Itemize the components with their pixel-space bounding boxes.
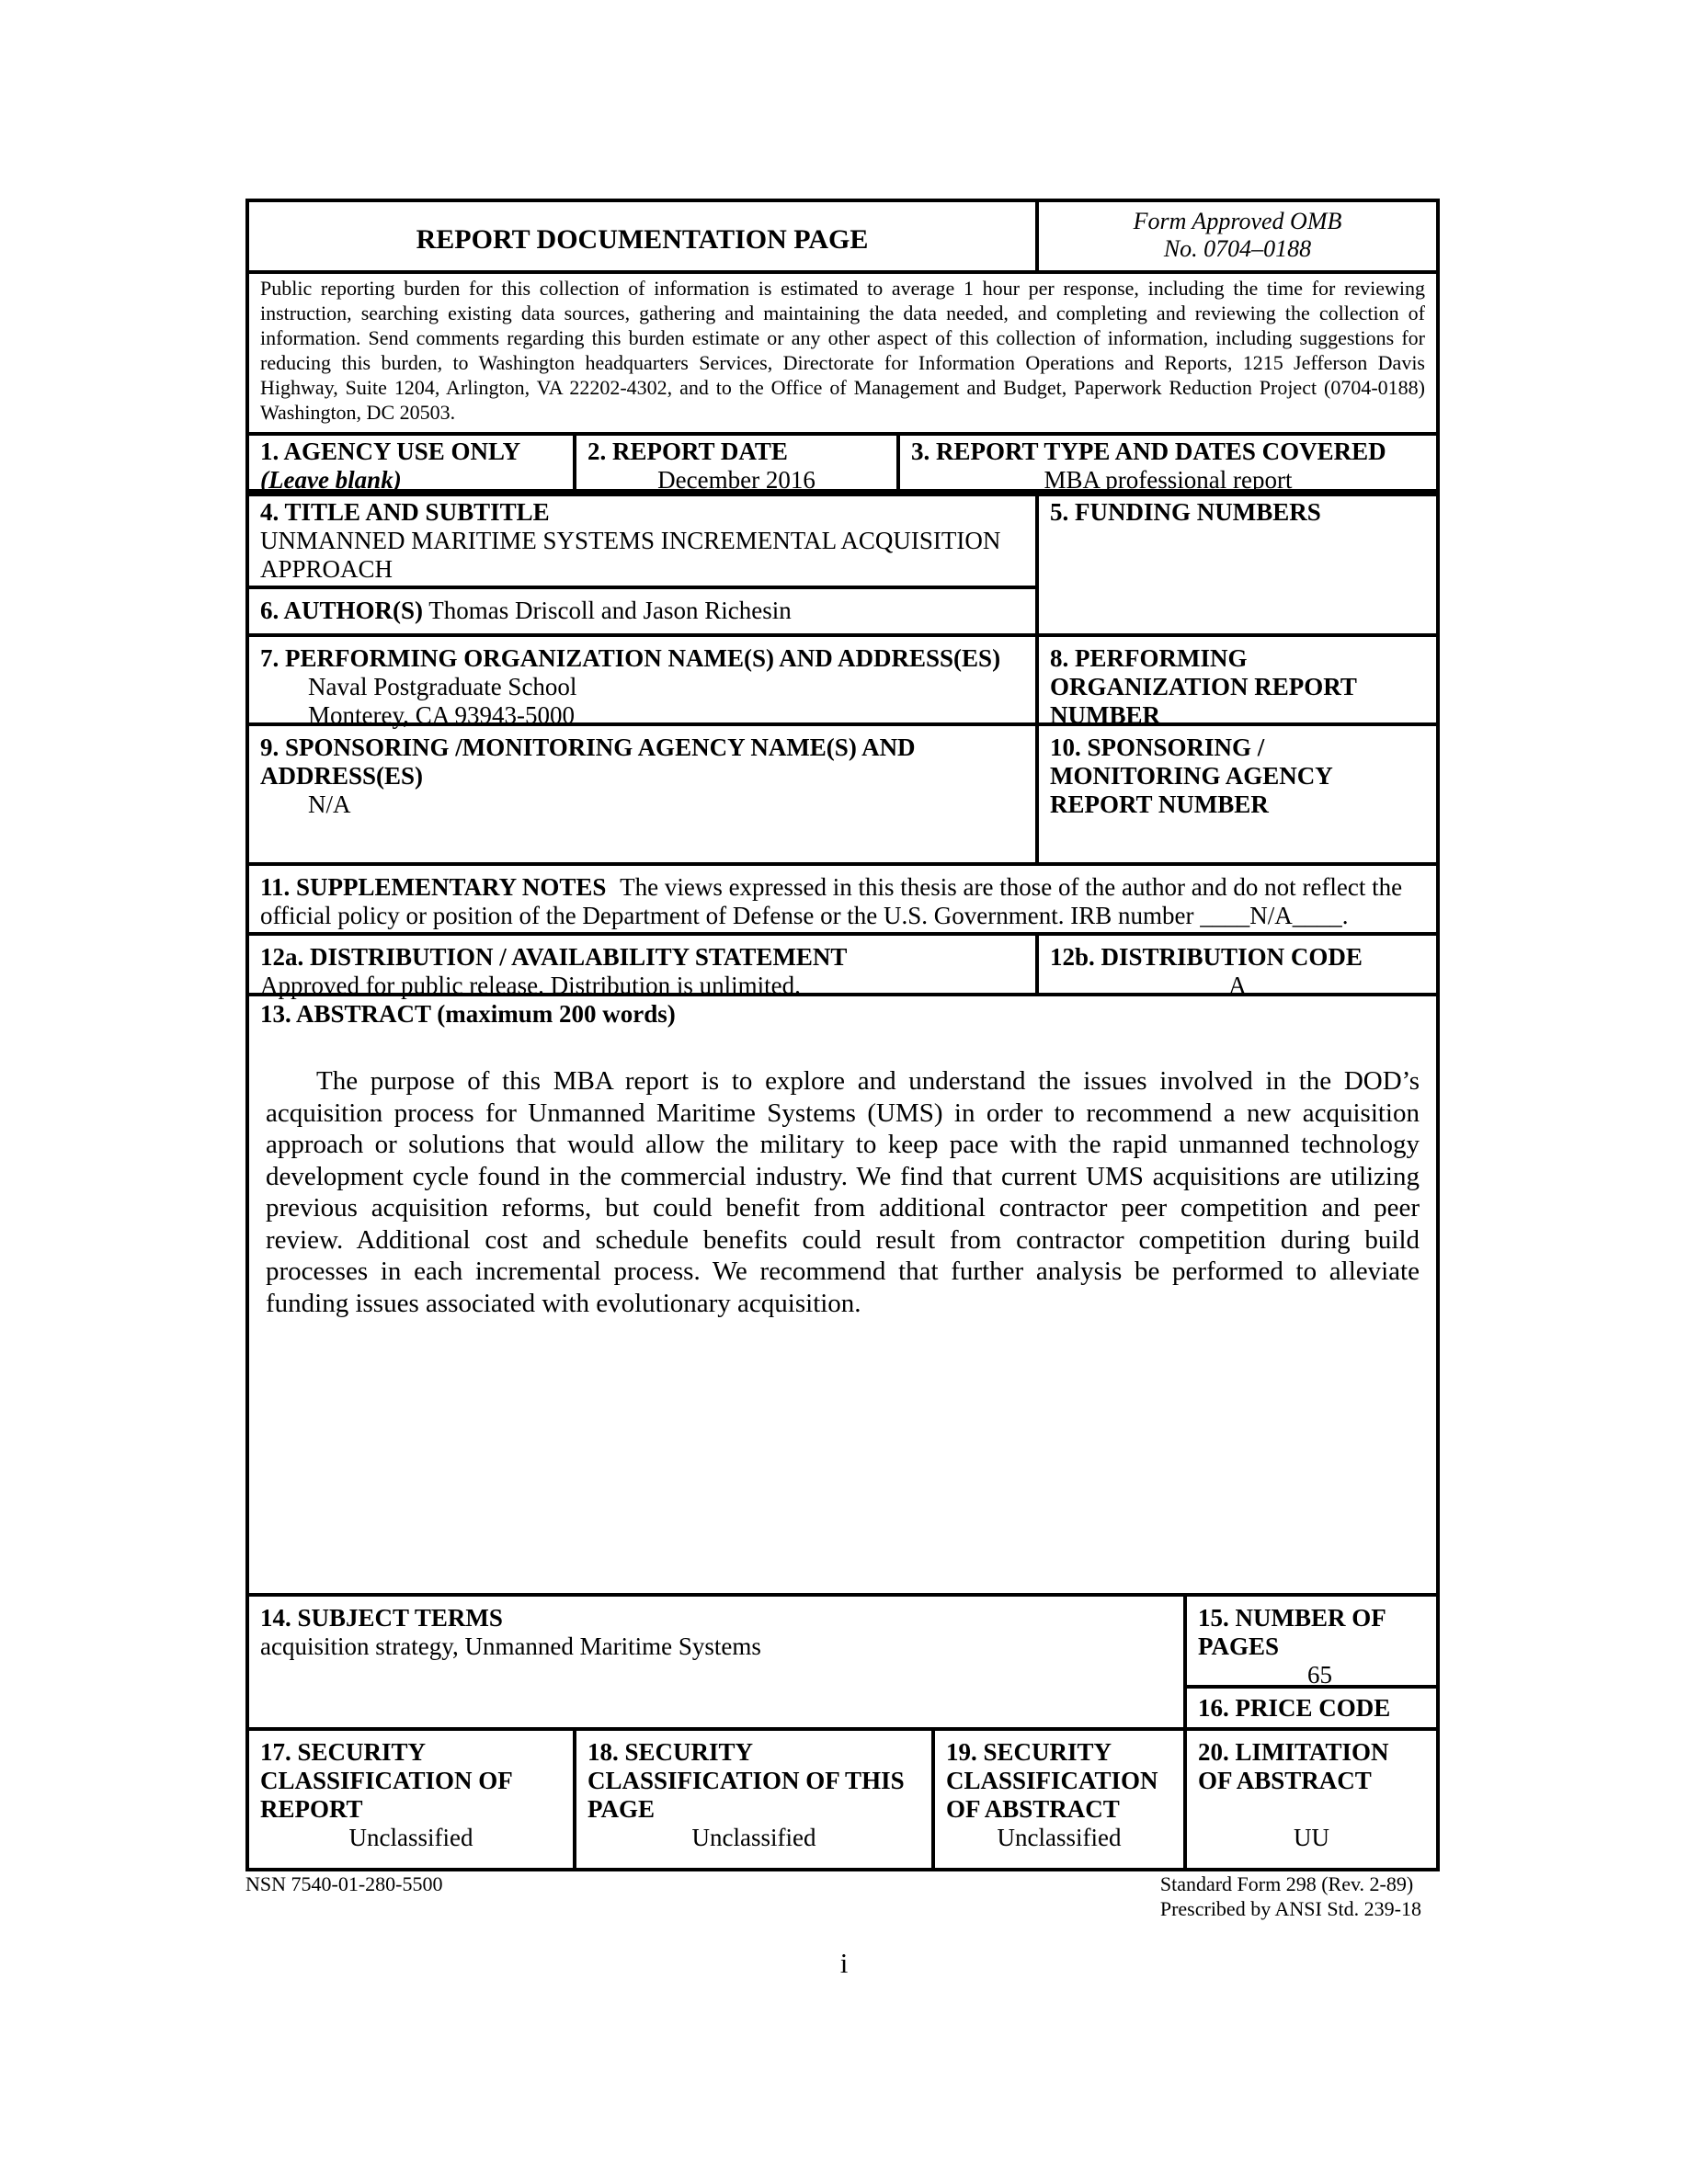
sponsoring-report-label-2: MONITORING AGENCY — [1050, 762, 1333, 790]
number-of-pages-label-1: 15. NUMBER OF — [1198, 1604, 1386, 1632]
supplementary-notes-value: The views expressed in this thesis are those of the author and do not reflect the official policy or position of the Department of Defense or the U.S. Government. IRB number ____N/A____. — [260, 873, 1403, 929]
report-type-cell — [896, 432, 1440, 493]
distribution-statement-cell — [245, 932, 1039, 999]
funding-numbers-label: 5. FUNDING NUMBERS — [1050, 498, 1321, 526]
form-approved-cell — [1035, 199, 1440, 274]
limitation-label-1: 20. LIMITATION — [1198, 1738, 1389, 1766]
subject-terms-cell — [245, 1593, 1187, 1731]
security-abstract-label-3: OF ABSTRACT — [946, 1795, 1120, 1823]
sponsoring-report-cell — [1035, 722, 1440, 866]
standard-form: Standard Form 298 (Rev. 2-89) — [1159, 1872, 1414, 1895]
agency-use-cell — [245, 432, 576, 493]
sponsoring-label-2: ADDRESS(ES) — [260, 762, 424, 790]
limitation-value: UU — [1294, 1824, 1329, 1851]
security-abstract-label-2: CLASSIFICATION — [946, 1767, 1158, 1794]
security-report-label-2: CLASSIFICATION OF — [260, 1767, 513, 1794]
supplementary-notes-label: 11. SUPPLEMENTARY NOTES — [260, 873, 607, 901]
number-of-pages-label-2: PAGES — [1198, 1632, 1280, 1660]
security-page-label-1: 18. SECURITY — [587, 1738, 754, 1766]
security-abstract-cell — [931, 1727, 1187, 1871]
title-value: UNMANNED MARITIME SYSTEMS INCREMENTAL ACQUISITION APPROACH — [260, 527, 1001, 583]
report-type-value: MBA professional report — [1044, 466, 1293, 494]
sponsoring-label-1: 9. SPONSORING /MONITORING AGENCY NAME(S) AND — [260, 734, 916, 761]
performing-report-cell — [1035, 633, 1440, 729]
distribution-code-cell — [1035, 932, 1440, 999]
sponsoring-report-label-3: REPORT NUMBER — [1050, 791, 1269, 818]
agency-use-value: (Leave blank) — [260, 466, 402, 494]
form-title-cell — [245, 199, 1039, 274]
prescribed-by: Prescribed by ANSI Std. 239-18 — [1159, 1897, 1421, 1920]
security-page-label-2: CLASSIFICATION OF THIS — [587, 1767, 905, 1794]
performing-org-line1: Naval Postgraduate School — [308, 673, 577, 700]
security-page-value: Unclassified — [691, 1824, 816, 1851]
page-number: i — [839, 1947, 849, 1979]
number-of-pages-cell — [1183, 1593, 1440, 1689]
form-title: REPORT DOCUMENTATION PAGE — [416, 224, 869, 255]
form-approved-line1: Form Approved OMB — [1133, 208, 1342, 234]
performing-report-label-3: NUMBER — [1050, 701, 1160, 729]
security-page-cell — [573, 1727, 935, 1871]
distribution-statement-value: Approved for public release. Distribution is unlimited. — [260, 972, 801, 999]
price-code-label: 16. PRICE CODE — [1198, 1694, 1391, 1722]
number-of-pages-value: 65 — [1307, 1661, 1332, 1689]
security-abstract-value: Unclassified — [997, 1824, 1122, 1851]
sponsoring-report-label-1: 10. SPONSORING / — [1050, 734, 1265, 761]
burden-statement-cell — [245, 270, 1440, 436]
omb-number: No. 0704–0188 — [1163, 235, 1312, 262]
subject-terms-label: 14. SUBJECT TERMS — [260, 1604, 503, 1632]
authors-cell — [245, 586, 1039, 637]
authors-value: Thomas Driscoll and Jason Richesin — [428, 597, 792, 624]
authors-label: 6. AUTHOR(S) — [260, 597, 424, 624]
abstract-text: The purpose of this MBA report is to explore and understand the issues involved in the DOD’s acquisition process for Unmanned Maritime Systems (UMS) in order to recommend a new acquisition approach or solutions that would allow the military to keep pace with the rapid unmanned technology development cycle found in the commercial industry. We find that current UMS acquisitions are utilizing previous acquisition reforms, but could benefit from additional contractor peer competition and peer review. Additional cost and schedule benefits could result from contractor competition during build processes in each incremental process. We recommend that further analysis be performed to alleviate funding issues associated with evolutionary acquisition. — [266, 1066, 1420, 1318]
funding-numbers-cell — [1035, 493, 1440, 637]
burden-statement: Public reporting burden for this collection of information is estimated to average 1 hour per response, including the time for reviewing instruction, searching existing data sources, gathering and maintaining the data needed, and completing and reviewing the collection of information. Send comments regarding this burden estimate or any other aspect of this collection of information, including suggestions for reducing this burden, to Washington headquarters Services, Directorate for Information Operations and Reports, 1215 Jefferson Davis Highway, Suite 1204, Arlington, VA 22202-4302, and to the Office of Management and Budget, Paperwork Reduction Project (0704-0188) Washington, DC 20503. — [260, 277, 1425, 424]
performing-report-label-2: ORGANIZATION REPORT — [1050, 673, 1357, 700]
limitation-label-2: OF ABSTRACT — [1198, 1767, 1372, 1794]
performing-org-label: 7. PERFORMING ORGANIZATION NAME(S) AND ADDRESS(ES) — [260, 644, 1001, 672]
distribution-statement-label: 12a. DISTRIBUTION / AVAILABILITY STATEMENT — [260, 943, 848, 971]
subject-terms-value: acquisition strategy, Unmanned Maritime Systems — [260, 1632, 761, 1660]
title-label: 4. TITLE AND SUBTITLE — [260, 498, 550, 526]
security-report-value: Unclassified — [348, 1824, 473, 1851]
standard-form-block — [1160, 1871, 1421, 1921]
limitation-cell — [1183, 1727, 1440, 1871]
sponsoring-value: N/A — [308, 791, 351, 818]
report-date-label: 2. REPORT DATE — [587, 438, 788, 465]
distribution-code-label: 12b. DISTRIBUTION CODE — [1050, 943, 1363, 971]
report-date-value: December 2016 — [657, 466, 815, 494]
title-cell — [245, 493, 1039, 589]
security-report-label-1: 17. SECURITY — [260, 1738, 427, 1766]
supplementary-notes-cell — [245, 862, 1440, 936]
report-type-label: 3. REPORT TYPE AND DATES COVERED — [911, 438, 1386, 465]
price-code-cell — [1183, 1685, 1440, 1731]
nsn-number: NSN 7540-01-280-5500 — [245, 1872, 443, 1895]
distribution-code-value: A — [1228, 972, 1247, 999]
agency-use-label: 1. AGENCY USE ONLY — [260, 438, 521, 465]
security-report-label-3: REPORT — [260, 1795, 363, 1823]
report-date-cell — [573, 432, 900, 493]
performing-org-cell — [245, 633, 1039, 729]
abstract-label: 13. ABSTRACT (maximum 200 words) — [260, 1000, 676, 1028]
abstract-cell — [245, 993, 1440, 1597]
performing-report-label-1: 8. PERFORMING — [1050, 644, 1248, 672]
report-documentation-form — [245, 199, 1440, 1871]
security-abstract-label-1: 19. SECURITY — [946, 1738, 1112, 1766]
performing-org-line2: Monterey, CA 93943-5000 — [308, 701, 575, 729]
sponsoring-cell — [245, 722, 1039, 866]
security-page-label-3: PAGE — [587, 1795, 655, 1823]
security-report-cell — [245, 1727, 576, 1871]
